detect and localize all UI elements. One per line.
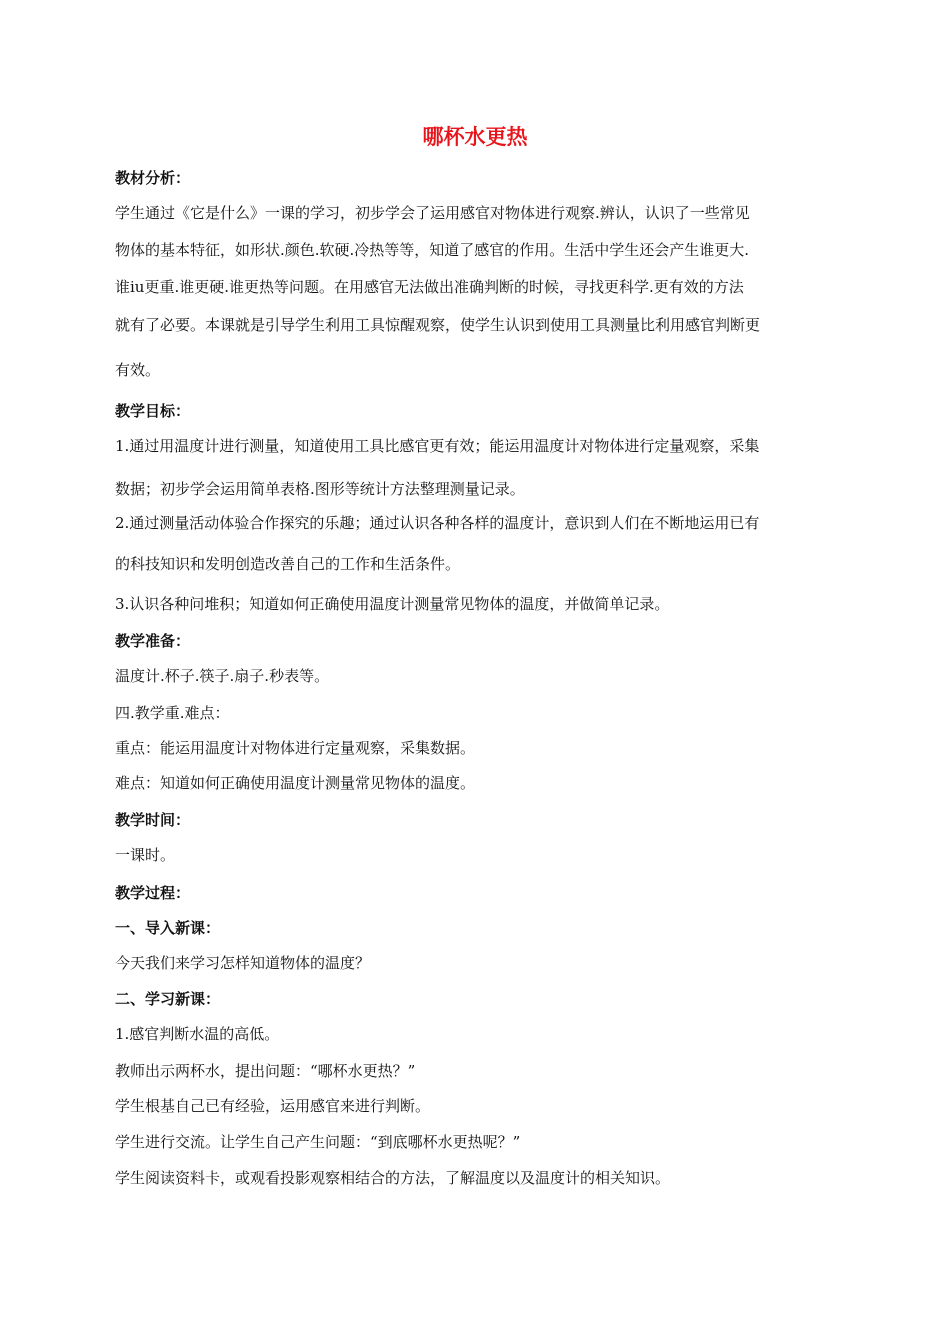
paragraph-line: 温度计.杯子.筷子.扇子.秒表等。	[115, 667, 330, 685]
section-heading: 教学目标：	[115, 402, 191, 420]
paragraph-line: 学生通过《它是什么》一课的学习，初步学会了运用感官对物体进行观察.辨认，认识了一些常见	[115, 204, 750, 222]
paragraph-line: 1.通过用温度计进行测量，知道使用工具比感官更有效；能运用温度计对物体进行定量观察，采集	[115, 437, 760, 455]
paragraph-line: 重点：能运用温度计对物体进行定量观察，采集数据。	[115, 739, 476, 757]
paragraph-line: 2.通过测量活动体验合作探究的乐趣；通过认识各种各样的温度计，意识到人们在不断地运用已有	[115, 514, 760, 532]
section-heading: 二、学习新课：	[115, 990, 221, 1008]
paragraph-line: 谁iu更重.谁更硬.谁更热等问题。在用感官无法做出准确判断的时候，寻找更科学.更有效的方法	[115, 278, 744, 296]
paragraph-line: 难点：知道如何正确使用温度计测量常见物体的温度。	[115, 774, 476, 792]
paragraph-line: 学生根基自己已有经验，运用感官来进行判断。	[115, 1097, 431, 1115]
paragraph-line: 有效。	[115, 361, 161, 379]
paragraph-line: 今天我们来学习怎样知道物体的温度？	[115, 954, 371, 972]
section-heading: 教学准备：	[115, 632, 191, 650]
paragraph-line: 3.认识各种问堆积；知道如何正确使用温度计测量常见物体的温度，并做简单记录。	[115, 595, 670, 613]
paragraph-line: 一课时。	[115, 846, 176, 864]
paragraph-line: 1.感官判断水温的高低。	[115, 1025, 280, 1043]
paragraph-line: 就有了必要。本课就是引导学生利用工具惊醒观察，使学生认识到使用工具测量比利用感官判断更	[115, 316, 761, 334]
section-heading: 教学过程：	[115, 884, 191, 902]
paragraph-line: 的科技知识和发明创造改善自己的工作和生活条件。	[115, 555, 461, 573]
document-title: 哪杯水更热	[422, 124, 528, 149]
section-heading: 一、导入新课：	[115, 919, 221, 937]
paragraph-line: 学生阅读资料卡，或观看投影观察相结合的方法，了解温度以及温度计的相关知识。	[115, 1169, 671, 1187]
section-heading: 教材分析：	[115, 169, 191, 187]
paragraph-line: 数据；初步学会运用简单表格.图形等统计方法整理测量记录。	[115, 480, 525, 498]
paragraph-line: 学生进行交流。让学生自己产生问题：“到底哪杯水更热呢？”	[115, 1133, 521, 1151]
paragraph-line: 物体的基本特征，如形状.颜色.软硬.冷热等等，知道了感官的作用。生活中学生还会产生谁更大.	[115, 241, 750, 259]
section-heading: 教学时间：	[115, 811, 191, 829]
paragraph-line: 四.教学重.难点：	[115, 704, 230, 722]
paragraph-line: 教师出示两杯水，提出问题：“哪杯水更热？”	[115, 1062, 416, 1080]
